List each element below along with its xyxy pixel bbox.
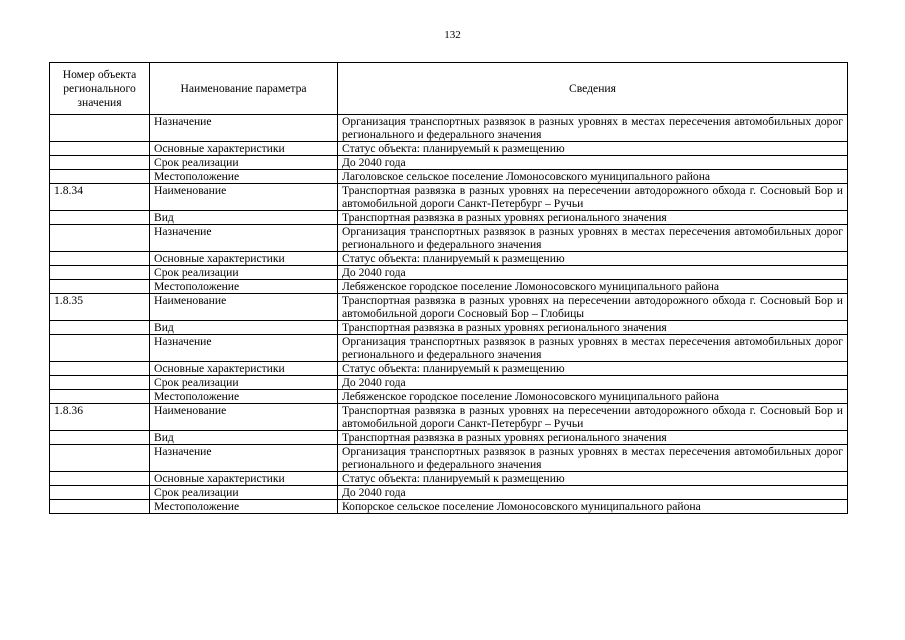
parameter-cell: Назначение <box>150 115 338 142</box>
object-number-cell <box>50 211 150 225</box>
object-number-cell <box>50 431 150 445</box>
info-cell: Транспортная развязка в разных уровнях регионального значения <box>338 431 848 445</box>
parameter-cell: Вид <box>150 431 338 445</box>
object-number-cell <box>50 500 150 514</box>
object-number-cell <box>50 445 150 472</box>
parameter-cell: Срок реализации <box>150 486 338 500</box>
parameter-cell: Срок реализации <box>150 156 338 170</box>
info-cell: Статус объекта: планируемый к размещению <box>338 252 848 266</box>
object-number-cell <box>50 280 150 294</box>
table-row <box>50 335 848 362</box>
object-number-cell <box>50 376 150 390</box>
table-row <box>50 294 848 321</box>
page-number: 132 <box>444 29 461 41</box>
table-row <box>50 390 848 404</box>
parameter-cell: Назначение <box>150 225 338 252</box>
object-number-cell: 1.8.36 <box>50 404 150 431</box>
regional-objects-table <box>49 62 848 514</box>
object-number-cell <box>50 156 150 170</box>
parameter-cell: Основные характеристики <box>150 252 338 266</box>
parameter-cell: Срок реализации <box>150 376 338 390</box>
header-parameter-name: Наименование параметра <box>150 63 338 115</box>
info-cell: Транспортная развязка в разных уровнях на пересечении автодорожного обхода г. Сосновый Бор и автомобильной дороги Санкт-Петербург – Ручьи <box>338 184 848 211</box>
table-row <box>50 142 848 156</box>
parameter-cell: Назначение <box>150 335 338 362</box>
parameter-cell: Назначение <box>150 445 338 472</box>
table-row <box>50 472 848 486</box>
table-row <box>50 115 848 142</box>
table-row <box>50 211 848 225</box>
header-object-number: Номер объекта регионального значения <box>50 63 150 115</box>
parameter-cell: Вид <box>150 211 338 225</box>
object-number-cell <box>50 335 150 362</box>
info-cell: Копорское сельское поселение Ломоносовского муниципального района <box>338 500 848 514</box>
table-row <box>50 362 848 376</box>
info-cell: Организация транспортных развязок в разных уровнях в местах пересечения автомобильных дорог регионального и федерального значения <box>338 445 848 472</box>
info-cell: Лебяженское городское поселение Ломоносовского муниципального района <box>338 280 848 294</box>
table-row <box>50 404 848 431</box>
info-cell: Транспортная развязка в разных уровнях на пересечении автодорожного обхода г. Сосновый Бор и автомобильной дороги Санкт-Петербург – Ручьи <box>338 404 848 431</box>
parameter-cell: Основные характеристики <box>150 472 338 486</box>
parameter-cell: Местоположение <box>150 500 338 514</box>
table-row <box>50 431 848 445</box>
object-number-cell <box>50 142 150 156</box>
info-cell: Статус объекта: планируемый к размещению <box>338 362 848 376</box>
parameter-cell: Наименование <box>150 184 338 211</box>
object-number-cell: 1.8.34 <box>50 184 150 211</box>
table-row <box>50 225 848 252</box>
info-cell: До 2040 года <box>338 266 848 280</box>
table-row <box>50 170 848 184</box>
info-cell: Транспортная развязка в разных уровнях на пересечении автодорожного обхода г. Сосновый Бор и автомобильной дороги Сосновый Бор – Глобицы <box>338 294 848 321</box>
info-cell: Статус объекта: планируемый к размещению <box>338 472 848 486</box>
info-cell: Транспортная развязка в разных уровнях регионального значения <box>338 211 848 225</box>
table-row <box>50 486 848 500</box>
info-cell: Лебяженское городское поселение Ломоносовского муниципального района <box>338 390 848 404</box>
parameter-cell: Наименование <box>150 294 338 321</box>
object-number-cell <box>50 321 150 335</box>
info-cell: До 2040 года <box>338 376 848 390</box>
info-cell: Организация транспортных развязок в разных уровнях в местах пересечения автомобильных дорог регионального и федерального значения <box>338 115 848 142</box>
table-row <box>50 266 848 280</box>
table-row <box>50 280 848 294</box>
object-number-cell <box>50 170 150 184</box>
parameter-cell: Местоположение <box>150 170 338 184</box>
info-cell: Лаголовское сельское поселение Ломоносовского муниципального района <box>338 170 848 184</box>
object-number-cell <box>50 362 150 376</box>
parameter-cell: Срок реализации <box>150 266 338 280</box>
table-row <box>50 184 848 211</box>
table-header-row <box>50 63 848 115</box>
object-number-cell <box>50 252 150 266</box>
table-row <box>50 376 848 390</box>
parameter-cell: Основные характеристики <box>150 362 338 376</box>
parameter-cell: Местоположение <box>150 280 338 294</box>
table-row <box>50 445 848 472</box>
info-cell: Статус объекта: планируемый к размещению <box>338 142 848 156</box>
table-row <box>50 500 848 514</box>
parameter-cell: Основные характеристики <box>150 142 338 156</box>
object-number-cell <box>50 390 150 404</box>
info-cell: Организация транспортных развязок в разных уровнях в местах пересечения автомобильных дорог регионального и федерального значения <box>338 335 848 362</box>
object-number-cell <box>50 472 150 486</box>
parameter-cell: Местоположение <box>150 390 338 404</box>
parameter-cell: Наименование <box>150 404 338 431</box>
info-cell: Транспортная развязка в разных уровнях регионального значения <box>338 321 848 335</box>
info-cell: До 2040 года <box>338 486 848 500</box>
table-row <box>50 252 848 266</box>
table-row <box>50 321 848 335</box>
object-number-cell <box>50 266 150 280</box>
object-number-cell <box>50 115 150 142</box>
info-cell: Организация транспортных развязок в разных уровнях в местах пересечения автомобильных дорог регионального и федерального значения <box>338 225 848 252</box>
table-row <box>50 156 848 170</box>
object-number-cell <box>50 486 150 500</box>
info-cell: До 2040 года <box>338 156 848 170</box>
object-number-cell <box>50 225 150 252</box>
parameter-cell: Вид <box>150 321 338 335</box>
object-number-cell: 1.8.35 <box>50 294 150 321</box>
header-info: Сведения <box>338 63 848 115</box>
